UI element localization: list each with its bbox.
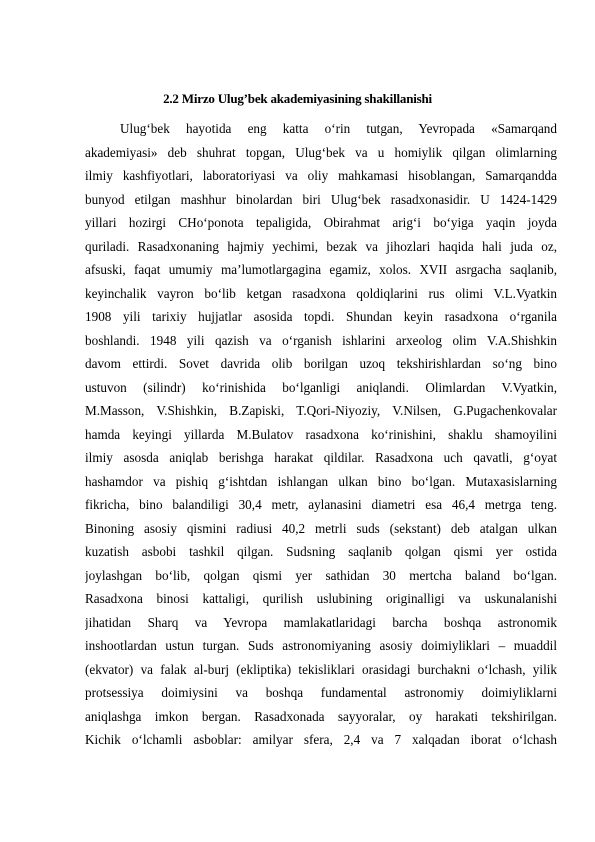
section-heading: 2.2 Mirzo Ulug’bek akademiyasining shakillanishi	[163, 91, 432, 106]
text-line: fikricha, bino balandiligi 30,4 metr, aylanasini diametri esa 46,4 metrga teng.	[85, 497, 557, 512]
text-line: afsuski, faqat umumiy ma’lumotlargagina egamiz, xolos. XVII asrgacha saqlanib,	[85, 262, 557, 277]
body-paragraph	[85, 117, 557, 752]
text-line: jihatidan Sharq va Yevropa mamlakatlaridagi barcha boshqa astronomik	[85, 614, 557, 630]
text-line: quriladi. Rasadxonaning hajmiy yechimi, bezak va jihozlari haqida hali juda oz,	[85, 238, 557, 254]
text-line: joylashgan bo‘lib, qolgan qismi yer sathidan 30 mertcha baland bo‘lgan.	[85, 567, 557, 583]
text-line: Rasadxona binosi kattaligi, qurilish uslubining originalligi va uskunalanishi	[85, 591, 557, 606]
text-line: boshlandi. 1948 yili qazish va o‘rganish ishlarini arxeolog olim V.A.Shishkin	[85, 332, 557, 348]
text-line: ilmiy kashfiyotlari, laboratoriyasi va oliy mahkamasi hisoblangan, Samarqandda	[85, 168, 557, 183]
text-line: akademiyasi» deb shuhrat topgan, Ulug‘bek va u homiylik qilgan olimlarning	[85, 144, 557, 160]
text-line: keyinchalik vayron bo‘lib ketgan rasadxona qoldiqlarini rus olimi V.L.Vyatkin	[85, 285, 557, 301]
text-line: kuzatish asbobi tashkil qilgan. Sudsning saqlanib qolgan qismi yer ostida	[85, 544, 557, 559]
text-line: M.Masson, V.Shishkin, B.Zapiski, T.Qori-Niyoziy, V.Nilsen, G.Pugachenkovalar	[85, 403, 557, 418]
text-line: (ekvator) va falak al-burj (ekliptika) tekisliklari orasidagi burchakni o‘lchash, yilik	[85, 661, 557, 677]
text-line: hamda keyingi yillarda M.Bulatov rasadxona ko‘rinishini, shaklu shamoyilini	[85, 426, 557, 442]
text-line: Kichik o‘lchamli asboblar: amilyar sfera, 2,4 va 7 xalqadan iborat o‘lchash	[85, 732, 557, 747]
text-line: ilmiy asosda aniqlab berishga harakat qildilar. Rasadxona uch qavatli, g‘oyat	[85, 450, 557, 465]
text-line: yillari hozirgi CHo‘ponota tepaligida, Obirahmat arig‘i bo‘yiga yaqin joyda	[85, 215, 557, 230]
text-line: protsessiya doimiysini va boshqa fundamental astronomiy doimiyliklarni	[85, 685, 557, 700]
text-line: 1908 yili tarixiy hujjatlar asosida topdi. Shundan keyin rasadxona o‘rganila	[85, 309, 557, 324]
text-line: aniqlashga imkon bergan. Rasadxonada sayyoralar, oy harakati tekshirilgan.	[85, 708, 557, 724]
text-line: Binoning asosiy qismini radiusi 40,2 metrli suds (sekstant) deb atalgan ulkan	[85, 520, 557, 536]
text-line: bunyod etilgan mashhur binolardan biri Ulug‘bek rasadxonasidir. U 1424-1429	[85, 191, 557, 207]
text-line: davom ettirdi. Sovet davrida olib borilgan uzoq tekshirishlardan so‘ng bino	[85, 356, 557, 371]
text-line: hashamdor va pishiq g‘ishtdan ishlangan ulkan bino bo‘lgan. Mutaxasislarning	[85, 473, 557, 489]
text-line: Ulug‘bek hayotida eng katta o‘rin tutgan, Yevropada «Samarqand	[120, 121, 557, 136]
text-line: inshootlardan ustun turgan. Suds astronomiyaning asosiy doimiyliklari – muaddil	[85, 638, 557, 653]
text-line: ustuvon (silindr) ko‘rinishida bo‘lganligi aniqlandi. Olimlardan V.Vyatkin,	[85, 379, 557, 395]
